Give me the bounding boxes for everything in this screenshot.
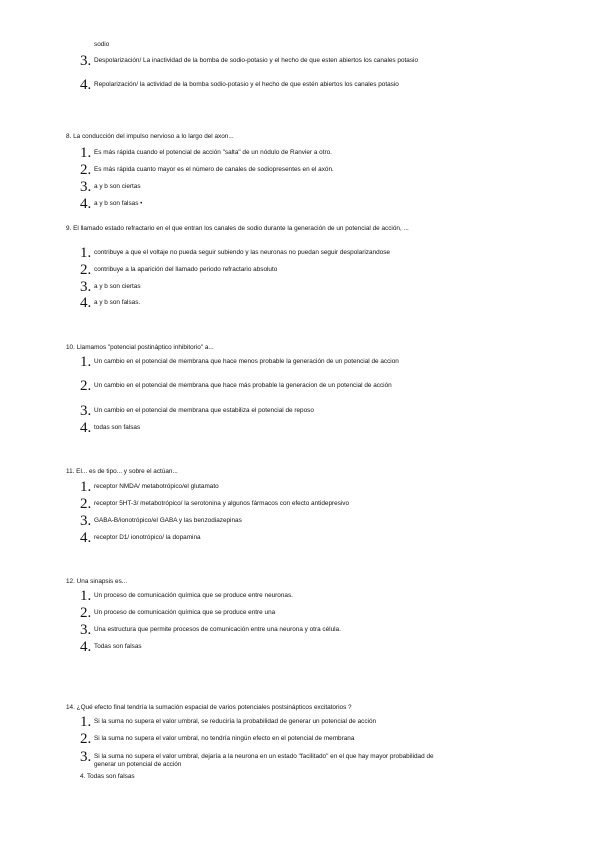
- option-text: Un cambio en el potencial de membrana que hace menos probable la generación de un potencial de accion: [94, 358, 399, 365]
- option-text: todas son falsas: [94, 424, 141, 431]
- option-text: receptor D1/ ionotrópico/ la dopamina: [94, 534, 201, 541]
- option-number: 1.: [80, 714, 92, 730]
- option-number: 1.: [80, 354, 92, 370]
- option-text: Es más rápida cuanto mayor es el número de canales de sodiopresentes en el axón.: [94, 166, 334, 173]
- option-text: a y b son ciertas: [94, 183, 141, 190]
- question-8-prompt: 8. La conducción del impulso nervioso a lo largo del axon...: [66, 133, 234, 140]
- option-number: 2.: [80, 496, 92, 512]
- option-number: 1.: [80, 145, 92, 161]
- option-text: receptor NMDA/ metabotrópico/el glutamato: [94, 483, 219, 490]
- option-number: 3.: [80, 749, 92, 765]
- option-text: Si la suma no supera el valor umbral, dejaría a la neurona en un estado "facilitado" en el que hay mayor probabilidad de generar un potencial de acción: [94, 753, 434, 768]
- option-text: Si la suma no supera el valor umbral, no tendría ningún efecto en el potencial de membrana: [94, 735, 355, 742]
- option-text: Un proceso de comunicación química que se produce entre una: [94, 609, 276, 616]
- option-text: contribuye a que el voltaje no pueda seguir subiendo y las neuronas no puedan seguir despolarizandose: [94, 249, 390, 256]
- option-text: contribuye a la aparición del llamado periodo refractario absoluto: [94, 266, 278, 273]
- option-text: a y b son ciertas: [94, 283, 141, 290]
- option-number: 1.: [80, 479, 92, 495]
- question-14-prompt: 14. ¿Qué efecto final tendría la sumación espacial de varios potenciales postsinápticos excitatorios ?: [66, 704, 352, 711]
- option-text: Repolarización/ la actividad de la bomba sodio-potasio y el hecho de que estén abiertos los canales potasio: [94, 81, 399, 88]
- option-text: Una estructura que permite procesos de comunicación entre una neurona y otra célula.: [94, 626, 341, 633]
- option-text: GABA-B/ionotrópico/el GABA y las benzodiazepinas: [94, 517, 242, 524]
- option-text: Si la suma no supera el valor umbral, se reduciría la probabilidad de generar un potencial de acción: [94, 718, 377, 725]
- prev-question-tail: sodio: [94, 41, 110, 48]
- option-text: receptor 5HT-3/ metabotrópico/ la serotonina y algunos fármacos con efecto antidepresivo: [94, 500, 350, 507]
- option-text: Un cambio en el potencial de membrana que estabiliza el potencial de reposo: [94, 407, 314, 414]
- option-number: 4.: [80, 77, 92, 93]
- option-number: 3.: [80, 279, 92, 295]
- option-number: 4.: [80, 295, 92, 311]
- option-number: 4.: [80, 196, 92, 212]
- option-number: 4.: [80, 530, 92, 546]
- option-number: 1.: [80, 588, 92, 604]
- option-number: 2.: [80, 162, 92, 178]
- option-text: Despolarización/ La inactividad de la bomba de sodio-potasio y el hecho de que esten abiertos los canales potasio: [94, 57, 419, 64]
- option-number: 1.: [80, 245, 92, 261]
- option-number: 3.: [80, 403, 92, 419]
- option-number: 2.: [80, 605, 92, 621]
- option-number: 4.: [80, 639, 92, 655]
- option-text: Un cambio en el potencial de membrana que hace más probable la generacion de un potencial de acción: [94, 382, 392, 389]
- question-10-prompt: 10. Llamamos "potencial postináptico inhibitorio" a...: [66, 344, 214, 351]
- question-12-prompt: 12. Una sinapsis es...: [66, 578, 128, 585]
- option-text: Un proceso de comunicación química que se produce entre neuronas.: [94, 592, 293, 599]
- option-text: Todas son falsas: [94, 643, 142, 650]
- option-number: 2.: [80, 262, 92, 278]
- option-number: 2.: [80, 731, 92, 747]
- option-text: a y b son falsas •: [94, 200, 143, 207]
- question-11-prompt: 11. El... es de tipo... y sobre el actúan...: [66, 468, 178, 475]
- option-number: 2.: [80, 378, 92, 394]
- option-text: a y b son falsas.: [94, 299, 141, 306]
- option-number: 3.: [80, 53, 92, 69]
- option-number: 3.: [80, 622, 92, 638]
- q14-option-4: 4. Todas son falsas: [80, 773, 135, 780]
- option-number: 3.: [80, 179, 92, 195]
- question-9-prompt: 9. El llamado estado refractario en el que entran los canales de sodio durante la generación de un potencial de acción, ...: [66, 225, 409, 232]
- option-text: Es más rápida cuando el potencial de acción "salta" de un nódulo de Ranvier a otro.: [94, 149, 332, 156]
- option-number: 4.: [80, 420, 92, 436]
- option-number: 3.: [80, 513, 92, 529]
